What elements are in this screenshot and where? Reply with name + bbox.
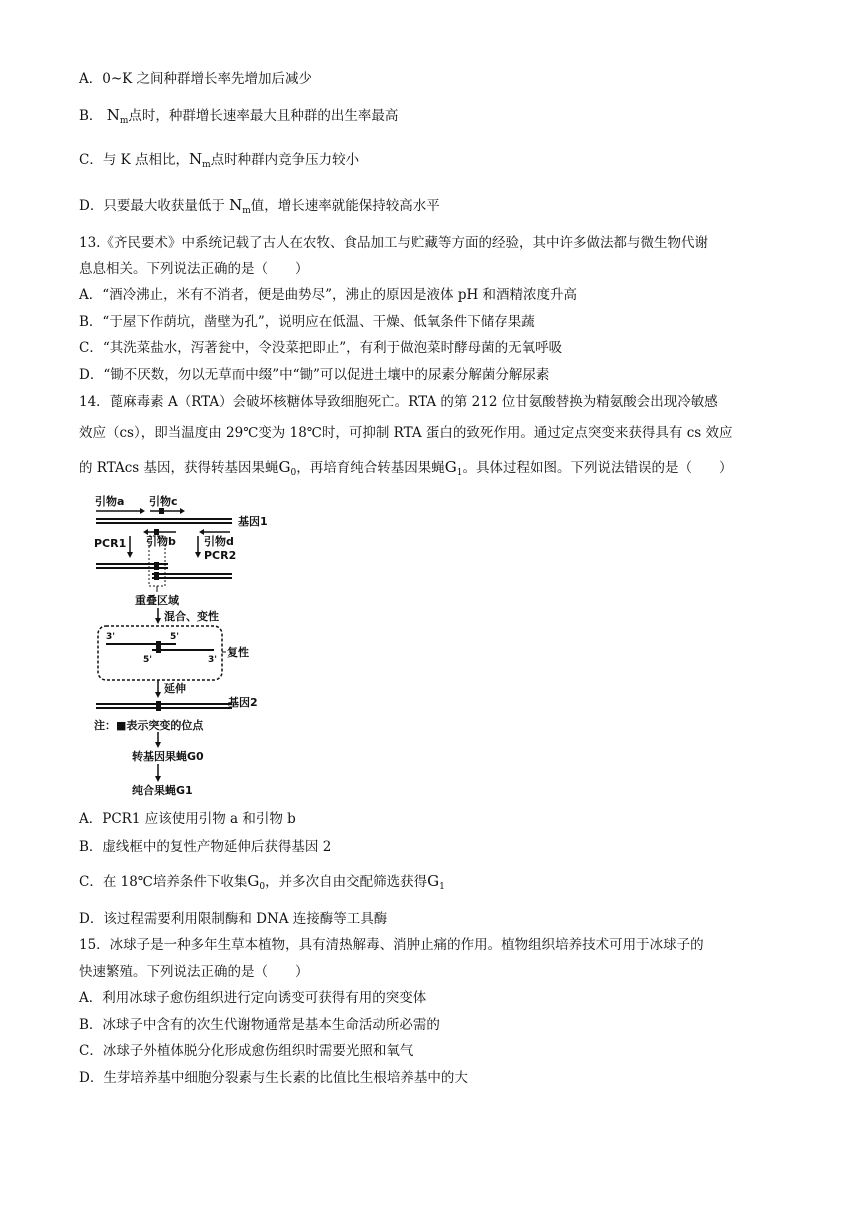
- extend-arrowhead: [155, 692, 161, 698]
- q13-option-a: A．“酒冷沸止，米有不消者，便是曲势尽”，沸止的原因是液体 pH 和酒精浓度升高: [79, 287, 578, 303]
- pcr1-arrowhead: [127, 552, 133, 558]
- q15-option-b: B．冰球子中含有的次生代谢物通常是基本生命活动所必需的: [79, 1017, 440, 1033]
- q12-option-d: [79, 196, 440, 220]
- stem-text: 。具体过程如图。下列说法错误的是（ ）: [462, 460, 733, 476]
- mix-denature-label: 混合、变性: [164, 610, 219, 623]
- option-text: 点时种群内竞争压力较小: [210, 152, 360, 168]
- pcr2-arrowhead: [195, 552, 201, 558]
- label-5prime-top: 5': [170, 632, 180, 642]
- option-text: ，并多次自由交配筛选获得: [265, 874, 428, 890]
- stem-text: ，再培育纯合转基因果蝇: [296, 460, 445, 476]
- primer-c-label: 引物c: [149, 495, 178, 508]
- label-5prime-bottom: 5': [143, 655, 153, 665]
- g0-subscript: 0: [259, 882, 266, 892]
- overlap-region-label: 重叠区域: [135, 594, 179, 607]
- n-symbol: N: [106, 106, 120, 124]
- primer-d-label: 引物d: [204, 535, 234, 548]
- stem-text: 的 RTAcs 基因，获得转基因果蝇: [79, 460, 279, 476]
- q15-option-d: D．生芽培养基中细胞分裂素与生长素的比值比生根培养基中的大: [79, 1070, 468, 1086]
- mutation-site-marker: [156, 641, 161, 653]
- n-symbol: N: [229, 196, 243, 214]
- option-prefix: D．只要最大收获量低于: [79, 198, 225, 214]
- option-prefix: B．: [79, 108, 103, 124]
- mutation-site-marker: [159, 508, 164, 514]
- mix-arrowhead: [155, 618, 161, 624]
- q14-option-a: A．PCR1 应该使用引物 a 和引物 b: [79, 811, 296, 827]
- pcr2-label: PCR2: [204, 549, 237, 562]
- q14-stem-line1: 14．蓖麻毒素 A（RTA）会破坏核糖体导致细胞死亡。RTA 的第 212 位甘氨酸替换为精氨酸会出现冷敏感: [79, 394, 718, 410]
- q12-option-a: A．0~K 之间种群增长率先增加后减少: [79, 71, 313, 87]
- q13-option-c: C．“其洗菜盐水，泻著瓮中，令没菜把即止”，有利于做泡菜时酵母菌的无氧呼吸: [79, 340, 563, 356]
- g-symbol: G: [247, 872, 260, 890]
- pcr1-label: PCR1: [94, 537, 127, 550]
- g-symbol: G: [427, 872, 440, 890]
- primer-b-label: 引物b: [146, 535, 176, 548]
- q14-stem-line3: [79, 458, 732, 482]
- g0-subscript: 0: [290, 468, 297, 478]
- homozygous-arrowhead: [155, 776, 161, 782]
- q15-option-a: A．利用冰球子愈伤组织进行定向诱变可获得有用的突变体: [79, 990, 427, 1006]
- extend-label: 延伸: [164, 682, 186, 695]
- n-symbol: N: [189, 150, 203, 168]
- q15-stem-line2: 快速繁殖。下列说法正确的是（ ）: [79, 964, 309, 980]
- fly-g1-label: 纯合果蝇G1: [132, 784, 193, 797]
- option-prefix: C．在 18℃培养条件下收集: [79, 874, 248, 890]
- primer-a-arrowhead: [140, 508, 145, 514]
- g1-subscript: 1: [456, 468, 463, 478]
- m-subscript: m: [202, 160, 211, 170]
- gene1-label: 基因1: [238, 515, 268, 528]
- q15-option-c: C．冰球子外植体脱分化形成愈伤组织时需要光照和氧气: [79, 1043, 414, 1059]
- label-3prime-left: 3': [106, 632, 116, 642]
- g-symbol: G: [444, 458, 457, 476]
- option-text: 点时，种群增长速率最大且种群的出生率最高: [128, 108, 399, 124]
- q12-option-c: [79, 150, 359, 174]
- option-text: 值，增长速率就能保持较高水平: [250, 198, 440, 214]
- m-subscript: m: [119, 116, 129, 126]
- gene2-label: 基因2: [228, 696, 258, 709]
- g1-subscript: 1: [439, 882, 445, 892]
- primer-a-label: 引物a: [95, 495, 125, 508]
- mutation-site-marker: [156, 701, 161, 711]
- option-prefix: C．与 K 点相比，: [79, 152, 189, 168]
- q15-stem-line1: 15．冰球子是一种多年生草本植物，具有清热解毒、消肿止痛的作用。植物组织培养技术可用于冰球子的: [79, 937, 704, 953]
- q12-option-b: [79, 106, 398, 130]
- fly-g0-label: 转基因果蝇G0: [132, 750, 204, 763]
- q13-option-b: B．“于屋下作荫坑，凿壁为孔”，说明应在低温、干燥、低氧条件下储存果蔬: [79, 314, 535, 330]
- overlap-pcr-diagram: [92, 492, 292, 800]
- g-symbol: G: [278, 458, 291, 476]
- renature-label: 复性: [227, 646, 249, 659]
- q14-option-b: B．虚线框中的复性产物延伸后获得基因 2: [79, 839, 332, 855]
- mutation-site-marker: [154, 572, 159, 580]
- q14-option-c: [79, 872, 445, 896]
- figure-note: 注：■表示突变的位点: [94, 719, 204, 732]
- mutation-site-marker: [154, 562, 159, 570]
- primer-c-arrowhead: [180, 508, 185, 514]
- q13-option-d: D．“锄不厌数，勿以无草而中缀”中“锄”可以促进土壤中的尿素分解菌分解尿素: [79, 367, 550, 383]
- q13-stem-line2: 息息相关。下列说法正确的是（ ）: [79, 261, 309, 277]
- q13-stem-line1: 13.《齐民要术》中系统记载了古人在农牧、食品加工与贮藏等方面的经验，其中许多做法都与微生物代谢: [79, 235, 708, 251]
- q14-stem-line2: 效应（cs），即当温度由 29℃变为 18℃时，可抑制 RTA 蛋白的致死作用。通过定点突变来获得具有 cs 效应: [79, 425, 733, 441]
- transgenic-arrowhead: [155, 742, 161, 748]
- label-3prime-right: 3': [208, 655, 218, 665]
- m-subscript: m: [242, 206, 251, 216]
- q14-option-d: D．该过程需要利用限制酶和 DNA 连接酶等工具酶: [79, 911, 388, 927]
